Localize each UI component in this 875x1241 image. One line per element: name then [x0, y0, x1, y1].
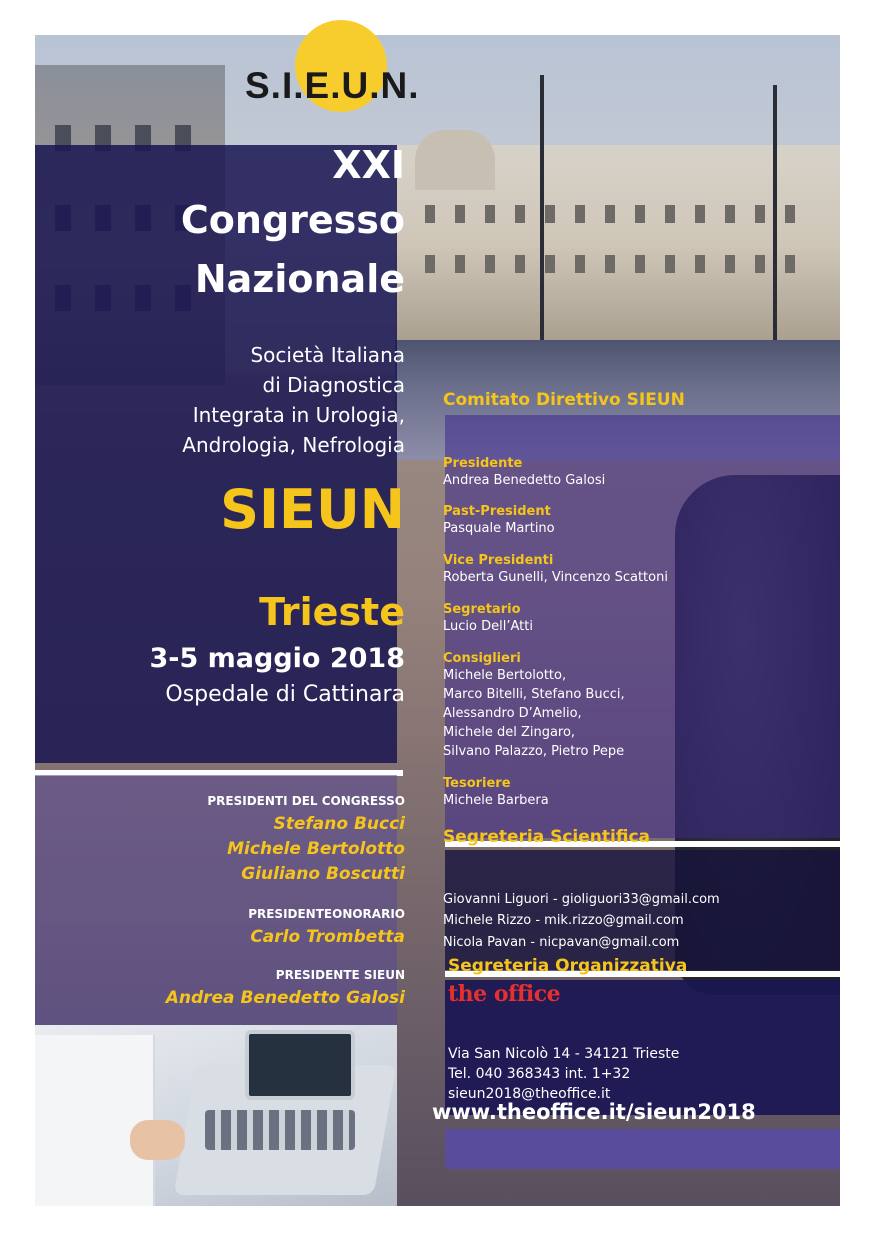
the-office-logo: the office	[448, 981, 561, 1007]
clock-tower-photo	[415, 130, 495, 190]
address-line: Via San Nicolò 14 - 34121 Trieste	[448, 1046, 680, 1062]
ultrasound-photo	[35, 1025, 397, 1206]
member-name: Silvano Palazzo, Pietro Pepe	[443, 744, 625, 759]
honorary-president-label: PRESIDENTEONORARIO	[248, 907, 405, 921]
congress-venue: Ospedale di Cattinara	[165, 682, 405, 707]
congress-poster	[35, 35, 840, 1206]
member-name: Michele del Zingaro,	[443, 725, 576, 740]
role-label: Tesoriere	[443, 776, 511, 791]
congress-city: Trieste	[259, 590, 405, 634]
role-label: Past-President	[443, 504, 551, 519]
website-link[interactable]: www.theoffice.it/sieun2018	[432, 1100, 756, 1124]
congress-dates: 3-5 maggio 2018	[149, 643, 405, 674]
member-name: Michele Barbera	[443, 793, 549, 808]
sieun-president-name: Andrea Benedetto Galosi	[165, 988, 405, 1008]
congress-title-line: Nazionale	[194, 257, 405, 301]
member-name: Andrea Benedetto Galosi	[443, 473, 606, 488]
member-name: Michele Bertolotto,	[443, 668, 567, 683]
scientifica-panel	[445, 850, 840, 970]
member-name: Lucio Dell’Atti	[443, 619, 533, 634]
president-name: Michele Bertolotto	[227, 839, 405, 859]
president-name: Stefano Bucci	[273, 814, 405, 834]
comitato-heading: Comitato Direttivo SIEUN	[443, 390, 685, 410]
contact-line: Michele Rizzo - mik.rizzo@gmail.com	[443, 913, 684, 928]
member-name: Roberta Gunelli, Vincenzo Scattoni	[443, 570, 668, 585]
role-label: Segretario	[443, 602, 521, 617]
congress-title-line: Congresso	[180, 198, 405, 242]
contact-line: Giovanni Liguori - gioliguori33@gmail.com	[443, 892, 720, 907]
flagpole	[773, 85, 777, 345]
website-bar	[445, 1129, 840, 1169]
honorary-president-name: Carlo Trombetta	[250, 927, 405, 947]
flagpole	[540, 75, 544, 345]
scientifica-heading: Segreteria Scientifica	[443, 827, 650, 847]
president-name: Giuliano Boscutti	[241, 864, 405, 884]
member-name: Alessandro D’Amelio,	[443, 706, 582, 721]
phone-line: Tel. 040 368343 int. 1+32	[448, 1066, 631, 1082]
member-name: Marco Bitelli, Stefano Bucci,	[443, 687, 625, 702]
role-label: Consiglieri	[443, 651, 521, 666]
society-acronym: SIEUN	[220, 478, 405, 541]
logo-text: S.I.E.U.N.	[245, 65, 420, 106]
society-name-line: Società Italiana	[250, 343, 405, 367]
society-name-line: Integrata in Urologia,	[192, 403, 405, 427]
organizzativa-heading: Segreteria Organizzativa	[448, 956, 688, 976]
society-name-line: Andrologia, Nefrologia	[182, 433, 405, 457]
role-label: Vice Presidenti	[443, 553, 554, 568]
role-label: Presidente	[443, 456, 523, 471]
sieun-president-label: PRESIDENTE SIEUN	[275, 968, 405, 982]
member-name: Pasquale Martino	[443, 521, 555, 536]
email-link[interactable]: sieun2018@theoffice.it	[448, 1086, 611, 1102]
presidents-label: PRESIDENTI DEL CONGRESSO	[207, 794, 405, 808]
edition-number: XXI	[332, 143, 405, 187]
contact-line: Nicola Pavan - nicpavan@gmail.com	[443, 935, 680, 950]
society-name-line: di Diagnostica	[262, 373, 405, 397]
